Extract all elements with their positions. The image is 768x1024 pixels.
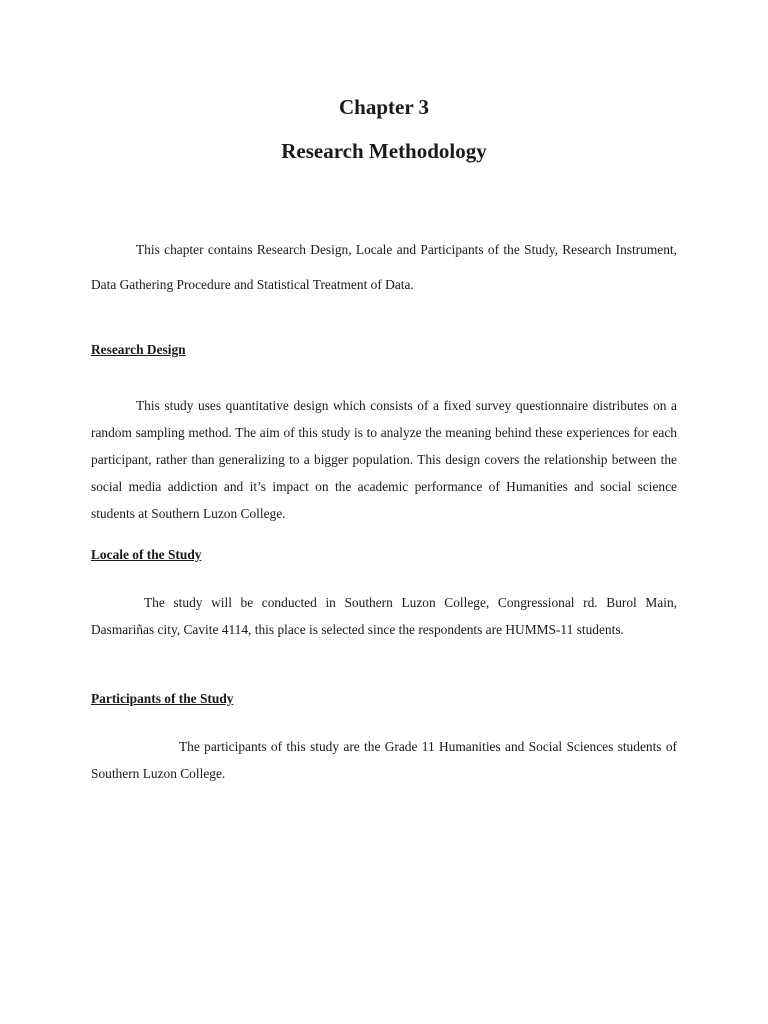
section-heading-participants: Participants of the Study bbox=[91, 691, 234, 706]
section-heading-locale: Locale of the Study bbox=[91, 547, 202, 562]
chapter-title: Chapter 3 bbox=[338, 95, 430, 119]
intro-paragraph: This chapter contains Research Design, Locale and Participants of the Study, Research Instrument, Data Gathering Procedure and Statistical Treatment of Data. bbox=[91, 242, 677, 292]
section-body-research-design: This study uses quantitative design which consists of a fixed survey questionnaire distributes on a random sampling method. The aim of this study is to analyze the meaning behind these experiences for each participant, rather than generalizing to a bigger population. This design covers the relationship between the social media addiction and it’s impact on the academic performance of Humanities and social science students at Southern Luzon College. bbox=[91, 398, 677, 521]
section-body-participants: The participants of this study are the Grade 11 Humanities and Social Sciences students of Southern Luzon College. bbox=[91, 739, 677, 781]
section-body-locale: The study will be conducted in Southern Luzon College, Congressional rd. Burol Main, Dasmariñas city, Cavite 4114, this place is selected since the respondents are HUMMS-11 students. bbox=[91, 595, 677, 637]
section-heading-research-design: Research Design bbox=[91, 342, 186, 357]
chapter-subtitle: Research Methodology bbox=[281, 139, 487, 163]
